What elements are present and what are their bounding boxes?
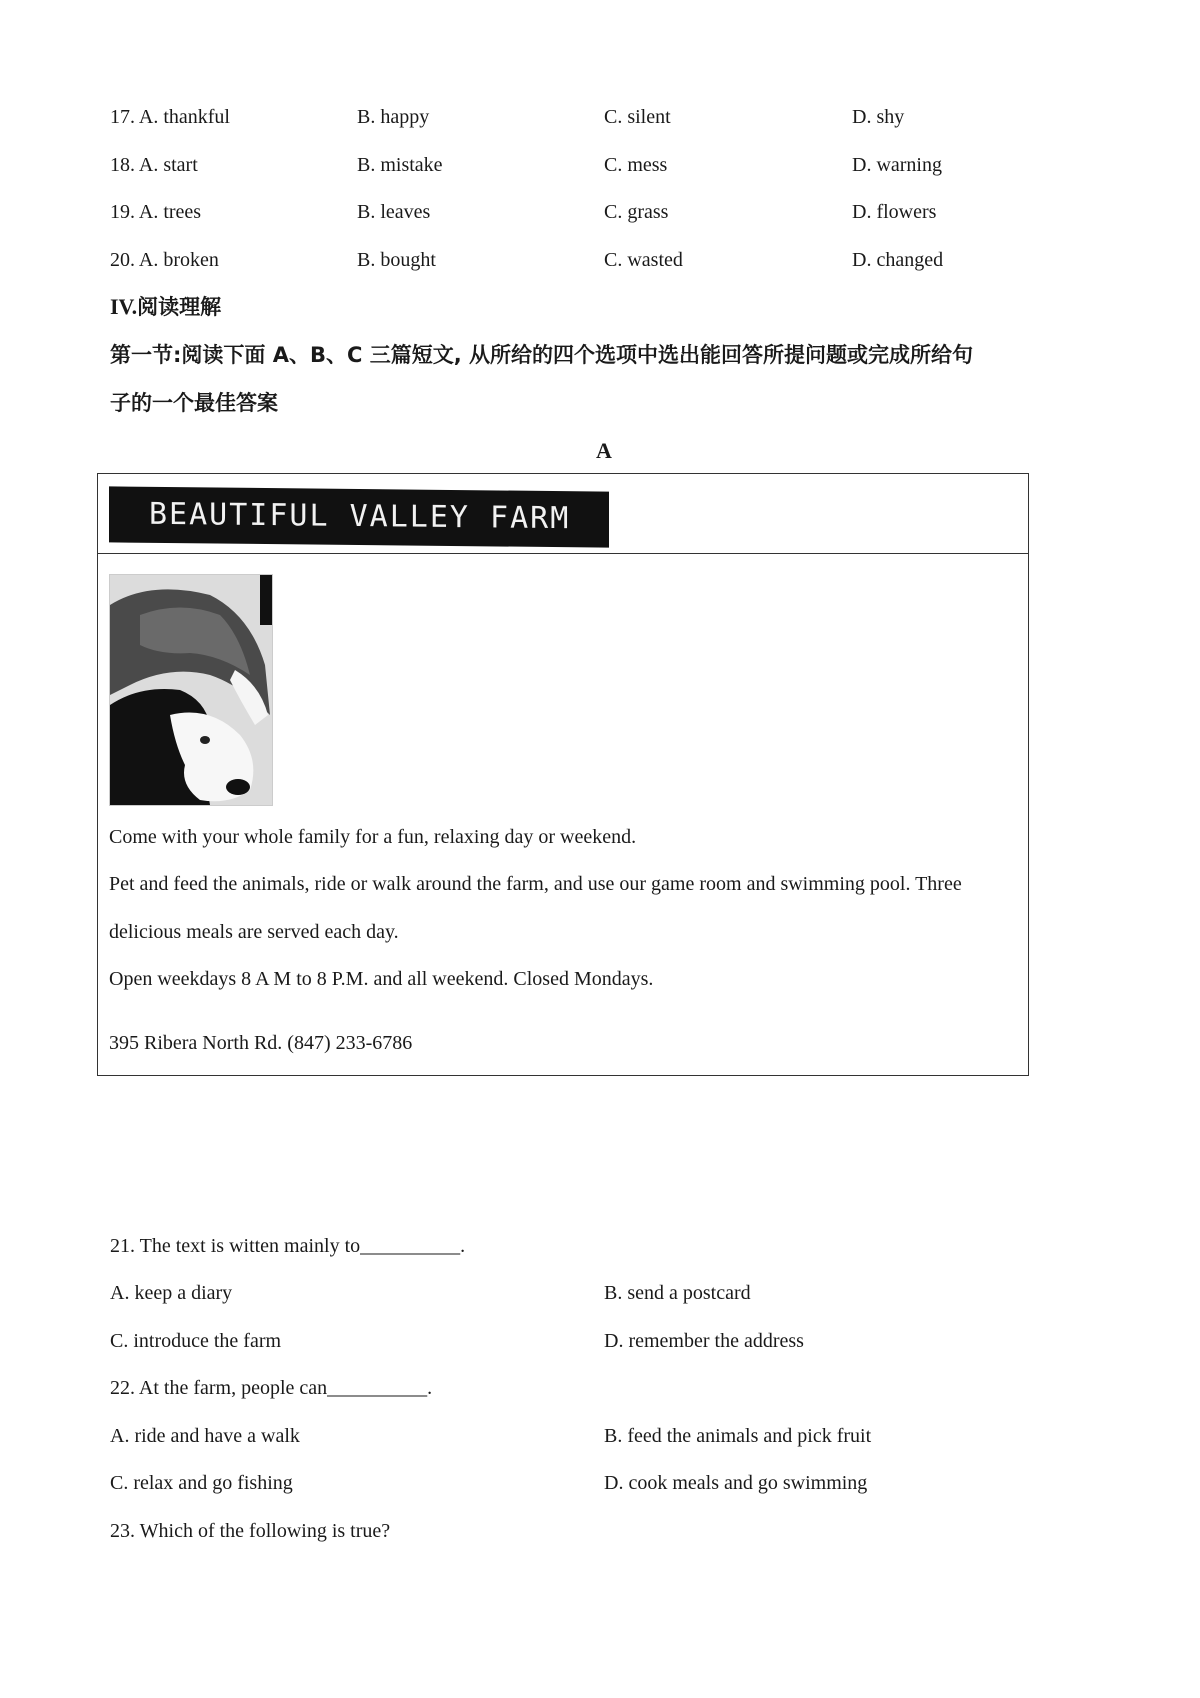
instruction-prefix: 第一节:: [110, 343, 182, 367]
instruction-line-2: [110, 388, 278, 418]
question-21-c: C. introduce the farm: [110, 1330, 282, 1352]
question-22-text: 22. At the farm, people can__________.: [110, 1377, 433, 1399]
option-20-c: C. wasted: [604, 249, 683, 271]
option-17-c: C. silent: [604, 106, 671, 128]
option-17-d: D. shy: [852, 106, 905, 128]
instruction-text-2: 子的一个最佳答案: [110, 391, 278, 415]
option-17-b: B. happy: [357, 106, 430, 128]
option-19-b: B. leaves: [357, 201, 431, 223]
question-21-b: B. send a postcard: [604, 1282, 751, 1304]
section-roman: IV.: [110, 294, 138, 319]
option-18-b: B. mistake: [357, 154, 443, 176]
option-20-a: 20. A. broken: [110, 249, 219, 271]
farm-advertisement: [97, 473, 1029, 1076]
option-20-b: B. bought: [357, 249, 436, 271]
instruction-text-1: 阅读下面 A、B、C 三篇短文, 从所给的四个选项中选出能回答所提问题或完成所给句: [181, 343, 973, 367]
passage-letter: A: [596, 438, 612, 463]
option-18-c: C. mess: [604, 154, 668, 176]
question-22-a: A. ride and have a walk: [110, 1425, 300, 1447]
ad-line-meals: delicious meals are served each day.: [109, 921, 399, 943]
question-21-a: A. keep a diary: [110, 1282, 233, 1304]
option-19-d: D. flowers: [852, 201, 937, 223]
question-23-text: 23. Which of the following is true?: [110, 1520, 391, 1542]
instruction-line-1: [110, 340, 973, 370]
question-22-c: C. relax and go fishing: [110, 1472, 293, 1494]
option-19-c: C. grass: [604, 201, 669, 223]
dog-horse-photo: [109, 574, 273, 806]
ad-line-address: 395 Ribera North Rd. (847) 233-6786: [109, 1032, 413, 1054]
option-17-a: 17. A. thankful: [110, 106, 230, 128]
option-18-d: D. warning: [852, 154, 942, 176]
photo-illustration: [110, 575, 272, 805]
ad-line-activities: Pet and feed the animals, ride or walk around the farm, and use our game room and swimming pool. Three: [109, 873, 962, 895]
section-heading: [110, 292, 221, 322]
farm-banner-logo: BEAUTIFUL VALLEY FARM: [109, 486, 609, 547]
question-22-d: D. cook meals and go swimming: [604, 1472, 868, 1494]
option-19-a: 19. A. trees: [110, 201, 202, 223]
ad-header: [98, 474, 1028, 554]
option-20-d: D. changed: [852, 249, 944, 271]
ad-line-hours: Open weekdays 8 A M to 8 P.M. and all weekend. Closed Mondays.: [109, 968, 654, 990]
ad-line-invite: Come with your whole family for a fun, relaxing day or weekend.: [109, 826, 637, 848]
question-21-text: 21. The text is witten mainly to__________.: [110, 1235, 466, 1257]
question-21-d: D. remember the address: [604, 1330, 804, 1352]
option-18-a: 18. A. start: [110, 154, 198, 176]
section-title: 阅读理解: [137, 295, 222, 319]
question-22-b: B. feed the animals and pick fruit: [604, 1425, 872, 1447]
